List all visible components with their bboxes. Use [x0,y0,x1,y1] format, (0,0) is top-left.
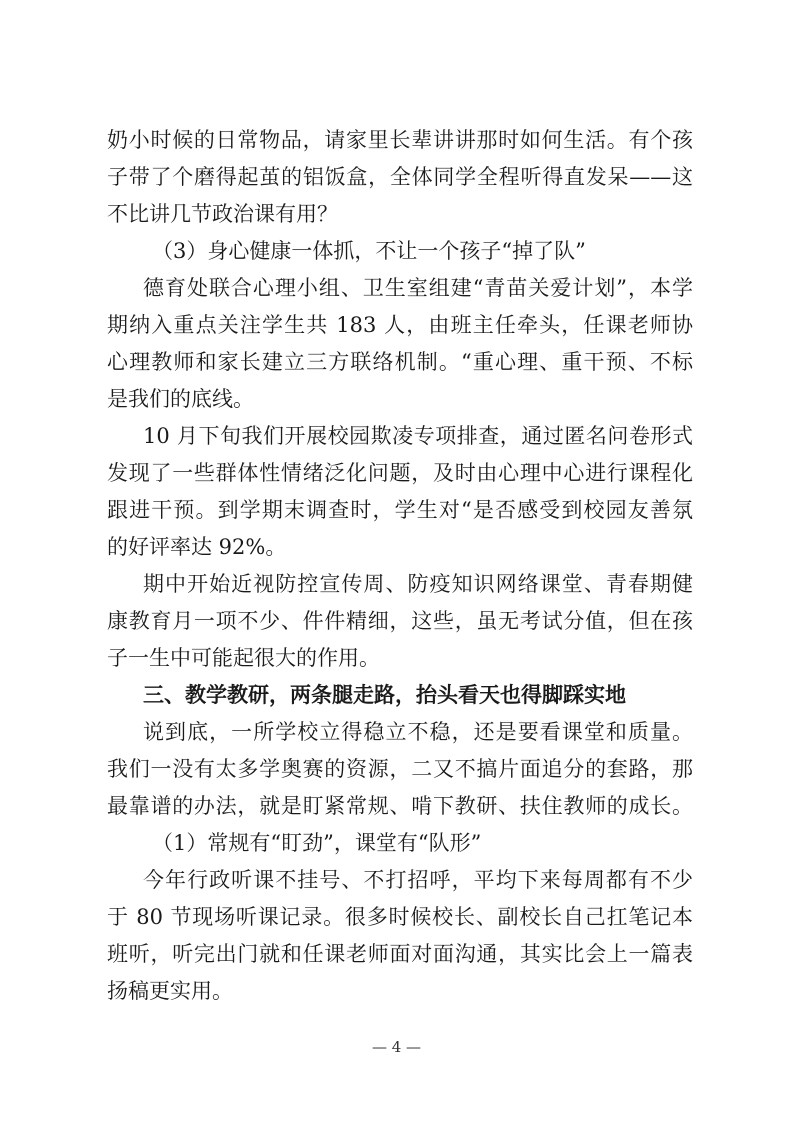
subheading-text: （1）常规有“盯劲”，课堂有“队形” [152,831,482,855]
text-line: 是我们的底线。 [107,387,254,411]
subheading [107,233,693,270]
document-body [107,122,693,1010]
text-line: 奶小时候的日常物品，请家里长辈讲讲那时如何生活。有个孩 [107,128,693,152]
text-line: 德育处联合心理小组、卫生室组建“青苗关爱计划”，本学 [143,276,693,300]
subheading [107,825,693,862]
text-line: 班听，听完出门就和任课老师面对面沟通，其实比会上一篇表 [107,942,693,966]
paragraph [107,714,693,825]
text-line: 今年行政听课不挂号、不打招呼，平均下来每周都有不少 [143,868,693,892]
text-line: 康教育月一项不少、件件精细，这些，虽无考试分值，但在孩 [107,609,693,633]
paragraph [107,566,693,677]
section-heading-text: 三、教学教研，两条腿走路，抬头看天也得脚踩实地 [143,683,626,707]
text-line: 10 月下旬我们开展校园欺凌专项排查，通过匿名问卷形式 [143,424,693,448]
text-line: 扬稿更实用。 [107,979,233,1003]
page-number: — 4 — [371,1038,422,1056]
paragraph [107,122,693,233]
text-line: 子一生中可能起很大的作用。 [107,646,380,670]
text-line: 不比讲几节政治课有用？ [107,202,338,226]
text-line: 期纳入重点关注学生共 183 人，由班主任牵头，任课老师协 [107,313,693,337]
text-line: 期中开始近视防控宣传周、防疫知识网络课堂、青春期健 [143,572,693,596]
subheading-text: （3）身心健康一体抓，不让一个孩子“掉了队” [152,239,586,263]
text-line: 我们一没有太多学奥赛的资源，二又不搞片面追分的套路，那 [107,757,693,781]
text-line: 心理教师和家长建立三方联络机制。“重心理、重干预、不标 [107,350,693,374]
text-line: 的好评率达 92%。 [107,535,287,559]
paragraph [107,270,693,418]
text-line: 发现了一些群体性情绪泛化问题，及时由心理中心进行课程化 [107,461,693,485]
text-line: 跟进干预。到学期末调查时，学生对“是否感受到校园友善氛 [107,498,693,522]
text-line: 子带了个磨得起茧的铝饭盒，全体同学全程听得直发呆——这 [107,165,693,189]
text-line: 于 80 节现场听课记录。很多时候校长、副校长自己扛笔记本 [107,905,693,929]
paragraph [107,418,693,566]
section-heading [107,677,693,714]
paragraph [107,862,693,1010]
text-line: 最靠谱的办法，就是盯紧常规、啃下教研、扶住教师的成长。 [107,794,693,818]
text-line: 说到底，一所学校立得稳立不稳，还是要看课堂和质量。 [143,720,693,744]
